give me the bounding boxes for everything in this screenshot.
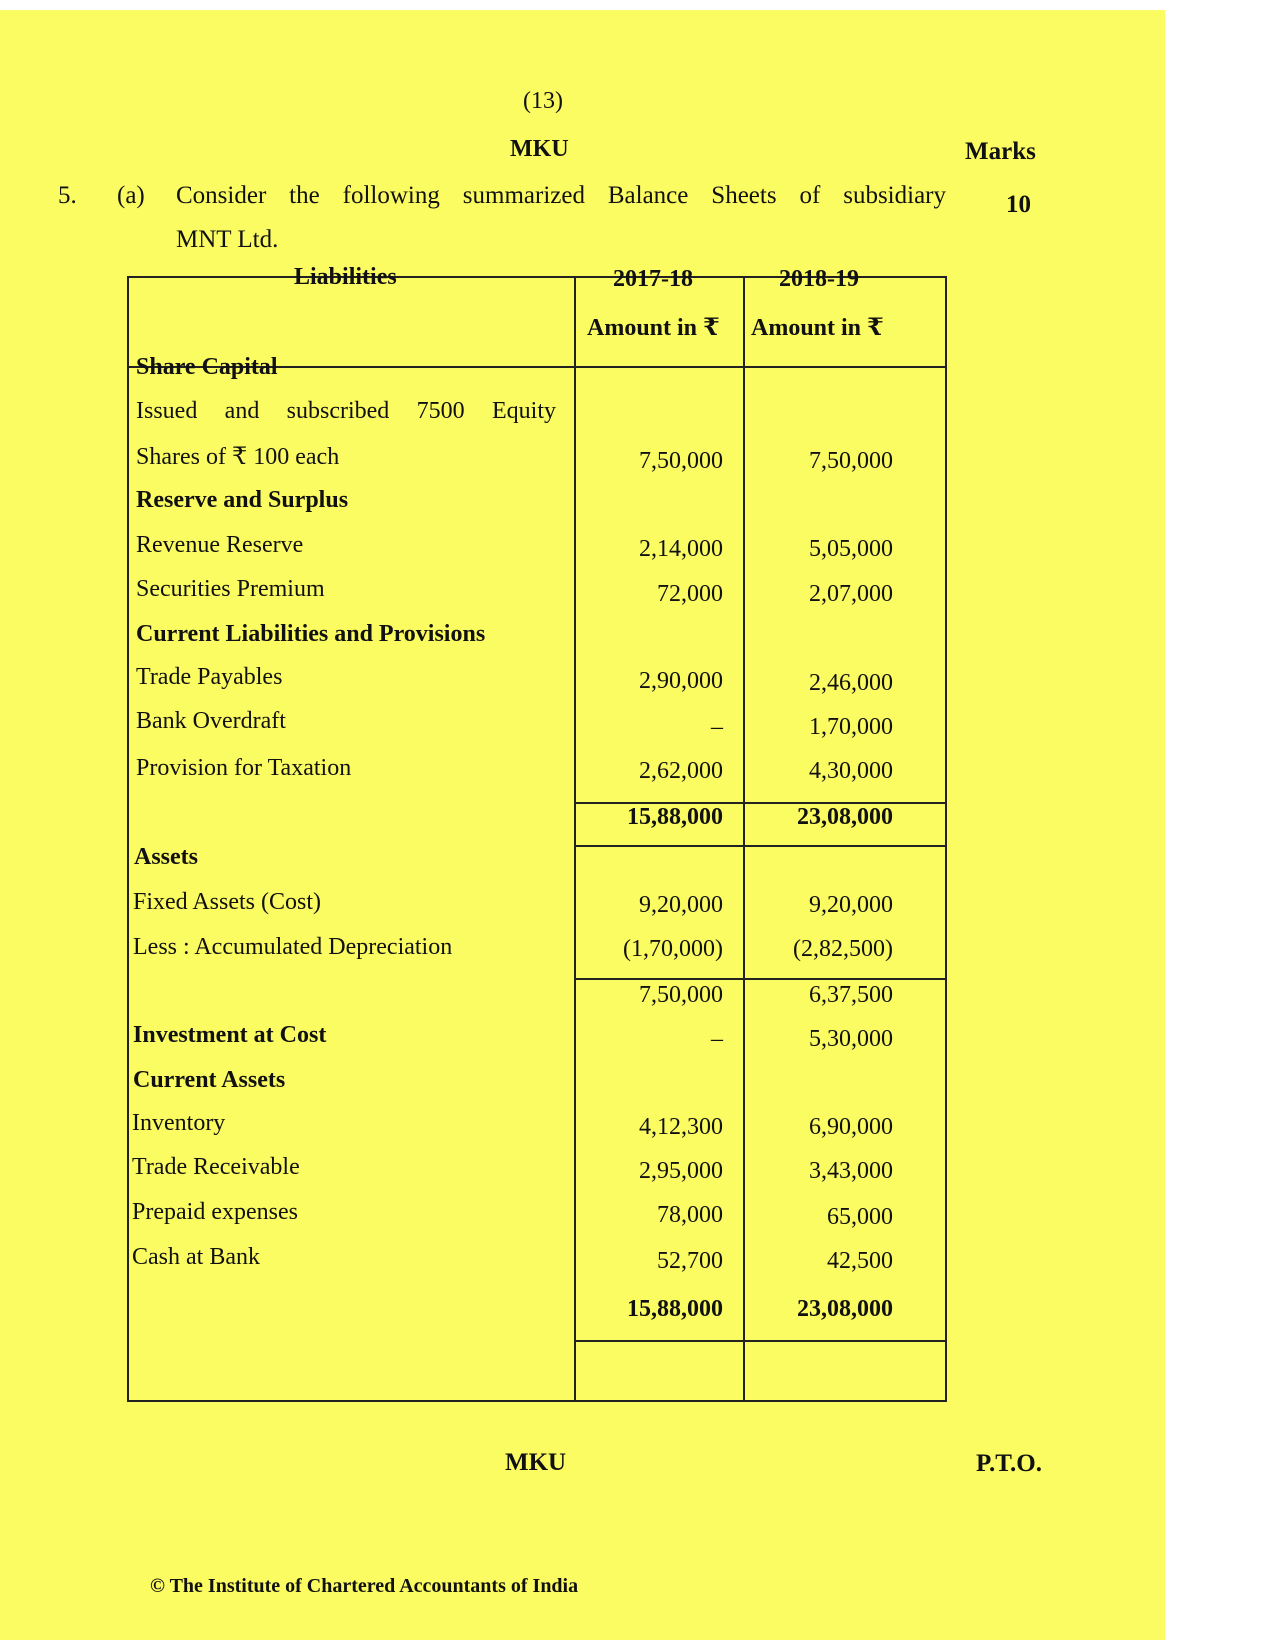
- value-bank-overdraft-2017-18: –: [711, 714, 723, 740]
- question-number: 5.: [58, 182, 77, 209]
- value-trade-payables-2018-19: 2,46,000: [809, 670, 893, 696]
- please-turn-over: P.T.O.: [976, 1450, 1042, 1477]
- row-label-provision-taxation: Provision for Taxation: [136, 755, 352, 781]
- row-label-shares: Shares of ₹ 100 each: [136, 444, 340, 470]
- total-rule-top: [574, 1340, 945, 1342]
- value-fixed-assets-2018-19: 9,20,000: [809, 892, 893, 918]
- header-year-2018-19: 2018-19: [779, 266, 859, 292]
- row-label-trade-payables: Trade Payables: [136, 664, 283, 690]
- value-depreciation-2017-18: (1,70,000): [623, 936, 723, 962]
- row-label-issued: Issued and subscribed 7500 Equity: [136, 398, 556, 424]
- row-label-investment: Investment at Cost: [133, 1022, 327, 1048]
- column-divider: [574, 278, 576, 1400]
- value-share-capital-2018-19: 7,50,000: [809, 448, 893, 474]
- row-label-revenue-reserve: Revenue Reserve: [136, 532, 304, 558]
- value-provision-taxation-2017-18: 2,62,000: [639, 758, 723, 784]
- header-amount-2017-18: Amount in ₹: [587, 315, 720, 341]
- subtotal-rule: [574, 978, 945, 980]
- marks-heading: Marks: [965, 138, 1036, 165]
- balance-sheet-table: [127, 264, 947, 1402]
- value-prepaid-2017-18: 78,000: [657, 1202, 723, 1228]
- value-provision-taxation-2018-19: 4,30,000: [809, 758, 893, 784]
- page-number: (13): [523, 88, 563, 114]
- value-revenue-reserve-2018-19: 5,05,000: [809, 536, 893, 562]
- value-revenue-reserve-2017-18: 2,14,000: [639, 536, 723, 562]
- value-securities-premium-2018-19: 2,07,000: [809, 581, 893, 607]
- value-liabilities-total-2018-19: 23,08,000: [797, 804, 893, 830]
- value-fixed-assets-2017-18: 9,20,000: [639, 892, 723, 918]
- section-share-capital: Share Capital: [136, 354, 278, 380]
- row-label-cash-at-bank: Cash at Bank: [132, 1244, 260, 1270]
- column-divider: [743, 278, 745, 1400]
- value-cash-2017-18: 52,700: [657, 1248, 723, 1274]
- header-liabilities: Liabilities: [294, 264, 397, 290]
- value-assets-total-2017-18: 15,88,000: [627, 1296, 723, 1322]
- value-trade-receivable-2017-18: 2,95,000: [639, 1158, 723, 1184]
- value-trade-payables-2017-18: 2,90,000: [639, 668, 723, 694]
- section-current-liabilities: Current Liabilities and Provisions: [136, 621, 486, 647]
- row-label-fixed-assets: Fixed Assets (Cost): [133, 889, 322, 915]
- value-trade-receivable-2018-19: 3,43,000: [809, 1158, 893, 1184]
- value-share-capital-2017-18: 7,50,000: [639, 448, 723, 474]
- header-year-2017-18: 2017-18: [613, 266, 693, 292]
- section-current-assets: Current Assets: [133, 1067, 286, 1093]
- value-depreciation-2018-19: (2,82,500): [793, 936, 893, 962]
- row-label-bank-overdraft: Bank Overdraft: [136, 708, 286, 734]
- row-label-prepaid-expenses: Prepaid expenses: [132, 1199, 298, 1225]
- question-marks: 10: [1006, 191, 1031, 218]
- value-net-fixed-assets-2017-18: 7,50,000: [639, 982, 723, 1008]
- row-label-inventory: Inventory: [132, 1110, 226, 1136]
- copyright-notice: © The Institute of Chartered Accountants of India: [150, 1575, 579, 1597]
- section-assets: Assets: [134, 844, 198, 870]
- question-part: (a): [117, 182, 145, 209]
- paper-code-top: MKU: [510, 136, 569, 162]
- value-assets-total-2018-19: 23,08,000: [797, 1296, 893, 1322]
- section-reserve-surplus: Reserve and Surplus: [136, 487, 349, 513]
- value-inventory-2018-19: 6,90,000: [809, 1114, 893, 1140]
- paper-code-bottom: MKU: [505, 1449, 567, 1476]
- value-securities-premium-2017-18: 72,000: [657, 581, 723, 607]
- total-rule-bottom: [574, 845, 945, 847]
- header-amount-2018-19: Amount in ₹: [751, 315, 884, 341]
- value-net-fixed-assets-2018-19: 6,37,500: [809, 982, 893, 1008]
- question-text-continued: MNT Ltd.: [176, 226, 279, 253]
- value-prepaid-2018-19: 65,000: [827, 1204, 893, 1230]
- value-cash-2018-19: 42,500: [827, 1248, 893, 1274]
- value-liabilities-total-2017-18: 15,88,000: [627, 804, 723, 830]
- value-investment-2017-18: –: [711, 1026, 723, 1052]
- row-label-securities-premium: Securities Premium: [136, 576, 325, 602]
- value-inventory-2017-18: 4,12,300: [639, 1114, 723, 1140]
- value-investment-2018-19: 5,30,000: [809, 1026, 893, 1052]
- row-label-accumulated-depreciation: Less : Accumulated Depreciation: [133, 934, 453, 960]
- value-bank-overdraft-2018-19: 1,70,000: [809, 714, 893, 740]
- question-text: Consider the following summarized Balance Sheets of subsidiary: [176, 182, 946, 209]
- row-label-trade-receivable: Trade Receivable: [132, 1154, 300, 1180]
